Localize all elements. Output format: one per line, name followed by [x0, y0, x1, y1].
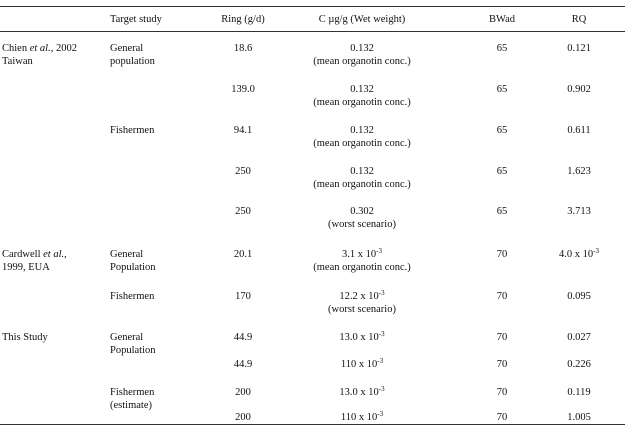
study-cardwell-location: 1999, EUA: [2, 262, 50, 273]
conc-value: 3.1 x $10^{-3}$: [342, 247, 382, 260]
bw-value: 65: [496, 125, 508, 136]
header-ring: Ring (g/d): [221, 14, 265, 25]
rq-value: 3.713: [567, 206, 591, 217]
target-fishermen: Fishermen: [110, 291, 155, 302]
bw-value: 70: [496, 249, 508, 260]
ring-value: 200: [235, 412, 251, 423]
study-cardwell: Cardwell et al.,: [2, 249, 67, 260]
conc-value: 0.132: [350, 84, 374, 95]
rq-value: 1.623: [567, 166, 591, 177]
ring-value: 44.9: [233, 332, 253, 343]
bw-value: 70: [496, 387, 508, 398]
conc-note: (mean organotin conc.): [313, 138, 411, 149]
bw-value: 65: [496, 166, 508, 177]
ring-value: 170: [235, 291, 251, 302]
ring-value: 200: [235, 387, 251, 398]
header-rule: [0, 31, 625, 32]
target-fishermen: Fishermen: [110, 125, 155, 136]
ring-value: 250: [235, 166, 251, 177]
conc-value: 0.132: [350, 43, 374, 54]
ring-value: 139.0: [231, 84, 255, 95]
ring-value: 20.1: [233, 249, 253, 260]
header-target: Target study: [110, 14, 162, 25]
conc-value: 0.132: [350, 166, 374, 177]
bw-value: 65: [496, 206, 508, 217]
target-general-population-2: Population: [110, 345, 156, 356]
study-chien-location: Taiwan: [2, 56, 33, 67]
conc-note: (mean organotin conc.): [313, 56, 411, 67]
conc-value: 110 x $10^{-3}$: [340, 357, 384, 370]
conc-value: 12.2 x $10^{-3}$: [339, 289, 385, 302]
header-bw: BWad: [489, 14, 515, 25]
bw-value: 65: [496, 84, 508, 95]
rq-value: 0.119: [567, 387, 591, 398]
bw-value: 70: [496, 359, 508, 370]
top-rule: [0, 6, 625, 7]
rq-value: 0.226: [567, 359, 591, 370]
conc-value: 0.132: [350, 125, 374, 136]
ring-value: 44.9: [233, 359, 253, 370]
conc-value: 110 x $10^{-3}$: [340, 410, 384, 423]
rq-value: 0.611: [567, 125, 591, 136]
header-conc: C µg/g (Wet weight): [318, 14, 406, 25]
target-general-population-2: Population: [110, 262, 156, 273]
bw-value: 70: [496, 332, 508, 343]
conc-note: (worst scenario): [328, 304, 396, 315]
target-fishermen: Fishermen: [110, 387, 155, 398]
target-fishermen-note: (estimate): [110, 400, 152, 411]
header-rq: RQ: [571, 14, 587, 25]
conc-value: 0.302: [350, 206, 374, 217]
bw-value: 70: [496, 291, 508, 302]
rq-value: 4.0 x $10^{-3}$: [559, 247, 599, 260]
ring-value: 18.6: [233, 43, 253, 54]
target-general-population: General: [110, 332, 144, 343]
study-this: This Study: [2, 332, 48, 343]
target-general-population-2: population: [110, 56, 155, 67]
conc-note: (worst scenario): [328, 219, 396, 230]
bw-value: 70: [496, 412, 508, 423]
rq-value: 0.902: [567, 84, 591, 95]
ring-value: 94.1: [233, 125, 253, 136]
study-chien: Chien et al., 2002: [2, 43, 77, 54]
conc-note: (mean organotin conc.): [313, 262, 411, 273]
bw-value: 65: [496, 43, 508, 54]
rq-value: 0.121: [567, 43, 591, 54]
target-general-population: General: [110, 249, 144, 260]
bottom-rule: [0, 424, 625, 425]
conc-value: 13.0 x $10^{-3}$: [339, 330, 385, 343]
rq-value: 1.005: [567, 412, 591, 423]
ring-value: 250: [235, 206, 251, 217]
conc-value: 13.0 x $10^{-3}$: [339, 385, 385, 398]
target-general-population: General: [110, 43, 144, 54]
conc-note: (mean organotin conc.): [313, 97, 411, 108]
conc-note: (mean organotin conc.): [313, 179, 411, 190]
rq-value: 0.095: [567, 291, 591, 302]
rq-value: 0.027: [567, 332, 591, 343]
